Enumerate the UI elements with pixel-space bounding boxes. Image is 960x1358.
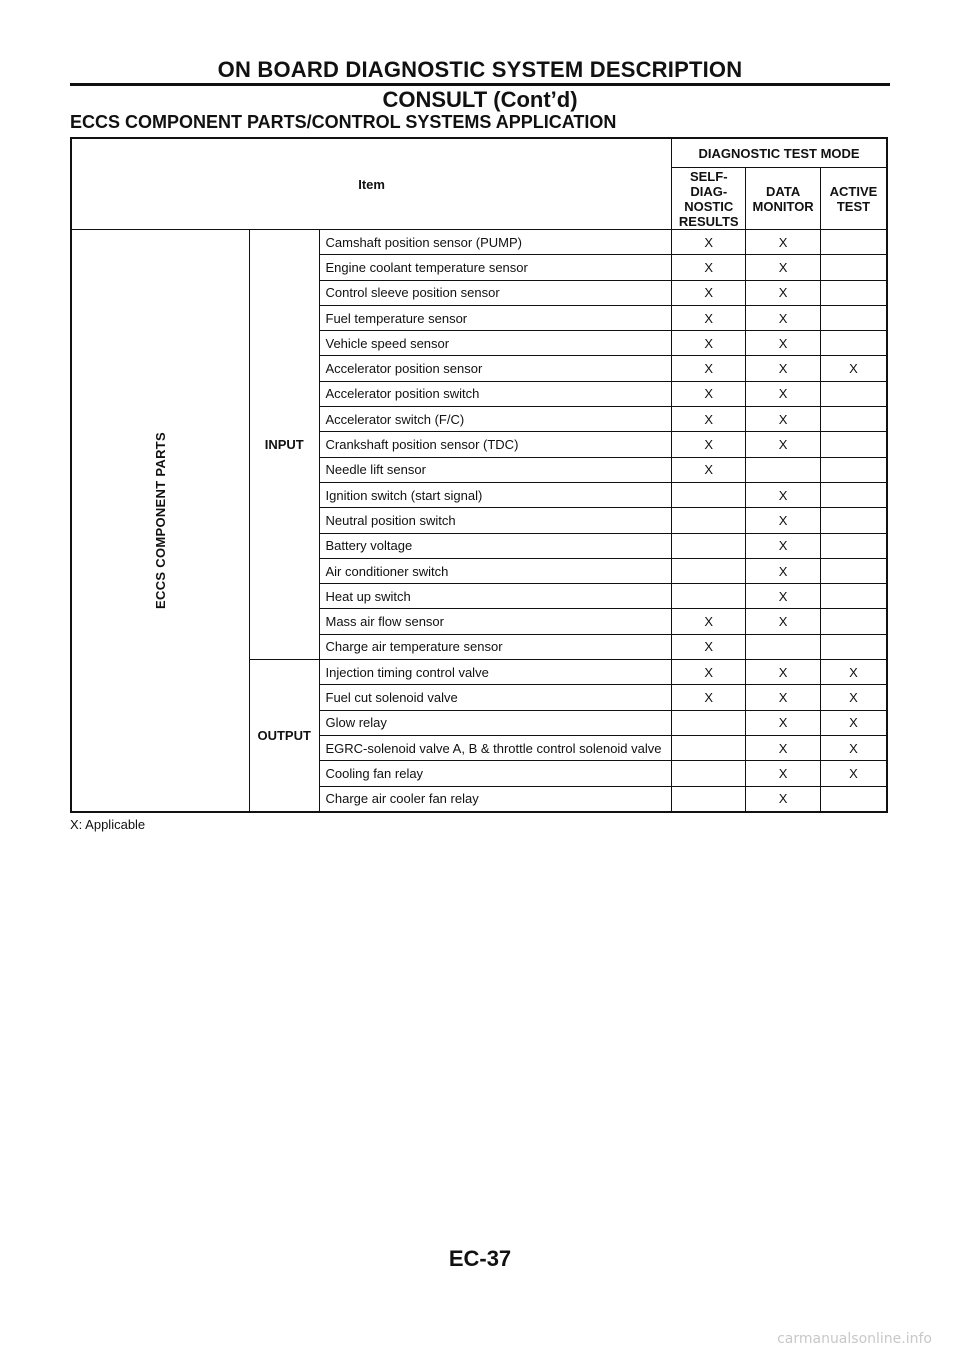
self-diag-mark <box>672 584 746 609</box>
data-monitor-mark: X <box>746 786 821 812</box>
self-diag-mark <box>672 533 746 558</box>
watermark: carmanualsonline.info <box>777 1331 932 1347</box>
item-name: Accelerator position sensor <box>319 356 672 381</box>
active-test-mark <box>820 305 887 330</box>
section-title: ECCS COMPONENT PARTS/CONTROL SYSTEMS APPLICATION <box>70 112 617 132</box>
footnote: X: Applicable <box>70 817 146 832</box>
item-name: Camshaft position sensor (PUMP) <box>319 230 672 255</box>
item-name: Charge air cooler fan relay <box>319 786 672 812</box>
active-test-mark <box>820 432 887 457</box>
data-monitor-mark: X <box>746 710 821 735</box>
item-name: Control sleeve position sensor <box>319 280 672 305</box>
header-rule <box>70 83 890 86</box>
item-name: Battery voltage <box>319 533 672 558</box>
active-test-mark <box>820 786 887 812</box>
data-monitor-mark: X <box>746 735 821 760</box>
item-name: Ignition switch (start signal) <box>319 482 672 507</box>
data-monitor-mark: X <box>746 280 821 305</box>
data-monitor-mark: X <box>746 356 821 381</box>
item-name: Accelerator position switch <box>319 381 672 406</box>
item-name: Charge air temperature sensor <box>319 634 672 659</box>
self-diag-mark: X <box>672 457 746 482</box>
item-name: Mass air flow sensor <box>319 609 672 634</box>
data-monitor-mark: X <box>746 508 821 533</box>
active-test-mark <box>820 558 887 583</box>
data-monitor-mark: X <box>746 305 821 330</box>
data-monitor-mark: X <box>746 609 821 634</box>
active-test-mark <box>820 482 887 507</box>
active-test-mark <box>820 457 887 482</box>
data-monitor-mark: X <box>746 685 821 710</box>
self-diag-mark: X <box>672 407 746 432</box>
data-monitor-mark: X <box>746 255 821 280</box>
data-monitor-mark: X <box>746 533 821 558</box>
item-name: Engine coolant temperature sensor <box>319 255 672 280</box>
active-test-mark <box>820 280 887 305</box>
item-name: Air conditioner switch <box>319 558 672 583</box>
self-diag-mark <box>672 482 746 507</box>
header-title: ON BOARD DIAGNOSTIC SYSTEM DESCRIPTION <box>217 57 743 82</box>
application-table <box>70 137 888 813</box>
item-name: Crankshaft position sensor (TDC) <box>319 432 672 457</box>
active-test-mark: X <box>820 710 887 735</box>
active-test-mark: X <box>820 735 887 760</box>
data-monitor-mark: X <box>746 230 821 255</box>
item-name: EGRC-solenoid valve A, B & throttle control solenoid valve <box>319 735 672 760</box>
item-name: Glow relay <box>319 710 672 735</box>
active-test-mark <box>820 584 887 609</box>
self-diag-mark: X <box>672 255 746 280</box>
active-test-mark <box>820 381 887 406</box>
self-diag-mark <box>672 786 746 812</box>
active-test-mark <box>820 230 887 255</box>
self-diag-mark <box>672 508 746 533</box>
page-header <box>0 58 960 112</box>
self-diag-mark: X <box>672 609 746 634</box>
active-test-mark <box>820 255 887 280</box>
active-test-mark <box>820 407 887 432</box>
item-name: Injection timing control valve <box>319 660 672 685</box>
table-row <box>71 230 887 255</box>
self-diag-mark: X <box>672 432 746 457</box>
active-test-mark: X <box>820 685 887 710</box>
column-header: ACTIVE TEST <box>820 168 887 230</box>
column-header: DATA MONITOR <box>746 168 821 230</box>
active-test-mark: X <box>820 660 887 685</box>
active-test-mark: X <box>820 761 887 786</box>
data-monitor-mark: X <box>746 660 821 685</box>
active-test-mark <box>820 331 887 356</box>
active-test-mark <box>820 508 887 533</box>
data-monitor-mark: X <box>746 381 821 406</box>
self-diag-mark <box>672 735 746 760</box>
item-name: Heat up switch <box>319 584 672 609</box>
self-diag-mark <box>672 710 746 735</box>
data-monitor-mark: X <box>746 432 821 457</box>
column-header: SELF-DIAG- NOSTIC RESULTS <box>672 168 746 230</box>
self-diag-mark: X <box>672 230 746 255</box>
item-name: Accelerator switch (F/C) <box>319 407 672 432</box>
group-label: OUTPUT <box>249 660 319 812</box>
group-label: INPUT <box>249 230 319 660</box>
table-body <box>71 138 887 812</box>
category-label: ECCS COMPONENT PARTS <box>152 431 168 609</box>
header-subtitle: CONSULT (Cont’d) <box>382 87 578 112</box>
self-diag-mark: X <box>672 356 746 381</box>
self-diag-mark <box>672 558 746 583</box>
self-diag-mark <box>672 761 746 786</box>
active-test-mark <box>820 609 887 634</box>
data-monitor-mark: X <box>746 761 821 786</box>
active-test-mark <box>820 533 887 558</box>
item-header: Item <box>71 138 672 230</box>
data-monitor-mark: X <box>746 558 821 583</box>
self-diag-mark: X <box>672 685 746 710</box>
item-name: Fuel temperature sensor <box>319 305 672 330</box>
item-name: Neutral position switch <box>319 508 672 533</box>
item-name: Cooling fan relay <box>319 761 672 786</box>
data-monitor-mark <box>746 457 821 482</box>
item-name: Fuel cut solenoid valve <box>319 685 672 710</box>
self-diag-mark: X <box>672 381 746 406</box>
data-monitor-mark <box>746 634 821 659</box>
category-cell <box>71 230 249 812</box>
mode-header: DIAGNOSTIC TEST MODE <box>672 138 887 168</box>
item-name: Needle lift sensor <box>319 457 672 482</box>
data-monitor-mark: X <box>746 584 821 609</box>
active-test-mark: X <box>820 356 887 381</box>
data-monitor-mark: X <box>746 331 821 356</box>
active-test-mark <box>820 634 887 659</box>
data-monitor-mark: X <box>746 407 821 432</box>
self-diag-mark: X <box>672 660 746 685</box>
self-diag-mark: X <box>672 331 746 356</box>
item-name: Vehicle speed sensor <box>319 331 672 356</box>
data-monitor-mark: X <box>746 482 821 507</box>
header-row <box>71 138 887 168</box>
page-number: EC-37 <box>448 1246 512 1271</box>
self-diag-mark: X <box>672 305 746 330</box>
self-diag-mark: X <box>672 634 746 659</box>
self-diag-mark: X <box>672 280 746 305</box>
